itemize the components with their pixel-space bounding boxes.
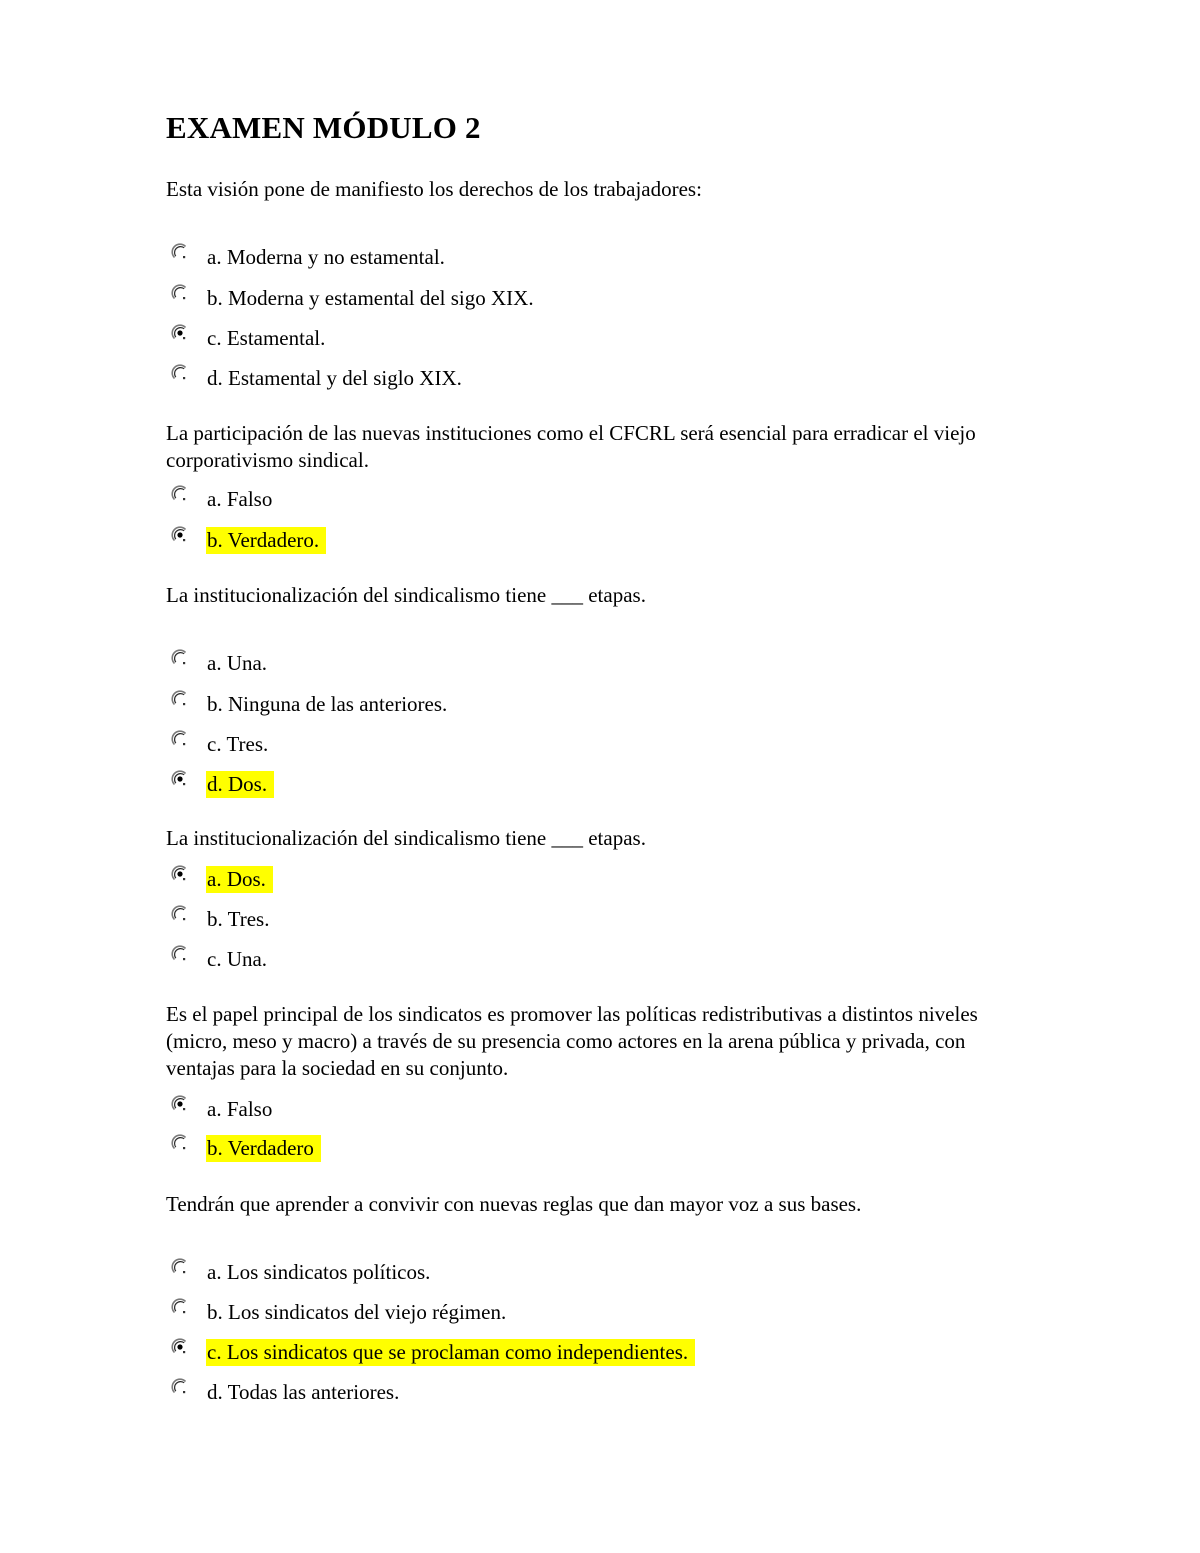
radio-selected-dot (177, 532, 182, 537)
option-label: a. Falso (207, 487, 273, 511)
radio-outer-shadow (172, 906, 185, 919)
radio-corner-mark (183, 1391, 185, 1393)
radio-button-icon[interactable] (170, 944, 190, 964)
option-label: b. Los sindicatos del viejo régimen. (207, 1300, 507, 1324)
exam-title: EXAMEN MÓDULO 2 (166, 110, 481, 145)
radio-outer-shadow (172, 1259, 185, 1272)
radio-button-icon[interactable] (170, 1133, 190, 1153)
radio-outer-shadow (172, 365, 185, 378)
radio-selected-dot (177, 776, 182, 781)
question-6-option-a[interactable] (166, 1259, 966, 1299)
radio-outer-shadow (172, 1135, 185, 1148)
question-4-option-a[interactable] (166, 866, 966, 906)
radio-selected-dot (177, 871, 182, 876)
question-3-text: La institucionalización del sindicalismo tiene ___ etapas. (166, 583, 646, 607)
question-6-option-b[interactable] (166, 1299, 966, 1339)
radio-outer-shadow (172, 1299, 185, 1312)
radio-inner-shadow (175, 694, 185, 704)
question-3-option-a[interactable] (166, 650, 966, 690)
option-label: c. Una. (207, 947, 268, 971)
option-label: d. Todas las anteriores. (207, 1380, 400, 1404)
radio-corner-mark (183, 958, 185, 960)
radio-inner-shadow (175, 653, 185, 663)
question-4-option-c[interactable] (166, 946, 966, 986)
radio-selected-dot (177, 330, 182, 335)
radio-button-icon[interactable] (170, 323, 190, 343)
radio-corner-mark (183, 1311, 185, 1313)
option-label: b. Ninguna de las anteriores. (207, 692, 448, 716)
question-5-option-a[interactable] (166, 1096, 966, 1136)
radio-button-icon[interactable] (170, 1297, 190, 1317)
question-4-option-b[interactable] (166, 906, 966, 946)
question-6-option-d[interactable] (166, 1379, 966, 1419)
question-5-option-b[interactable] (166, 1135, 966, 1175)
radio-button-icon[interactable] (170, 484, 190, 504)
radio-inner-shadow (175, 489, 185, 499)
option-label: c. Los sindicatos que se proclaman como independientes. (206, 1339, 695, 1366)
radio-inner-shadow (175, 1302, 185, 1312)
option-label: a. Falso (207, 1097, 273, 1121)
option-label: d. Estamental y del siglo XIX. (207, 366, 462, 390)
question-1-option-b[interactable] (166, 285, 966, 325)
option-label: d. Dos. (206, 771, 274, 798)
radio-inner-shadow (175, 368, 185, 378)
radio-corner-mark (183, 337, 185, 339)
radio-selected-dot (177, 1344, 182, 1349)
radio-outer-shadow (172, 486, 185, 499)
radio-outer-shadow (172, 650, 185, 663)
radio-outer-shadow (172, 691, 185, 704)
radio-corner-mark (183, 1147, 185, 1149)
radio-inner-shadow (175, 1138, 185, 1148)
radio-inner-shadow (175, 949, 185, 959)
radio-outer-shadow (172, 731, 185, 744)
radio-outer-shadow (172, 285, 185, 298)
radio-corner-mark (183, 377, 185, 379)
question-1-option-a[interactable] (166, 244, 966, 284)
radio-button-icon[interactable] (170, 242, 190, 262)
radio-inner-shadow (175, 1262, 185, 1272)
radio-button-icon[interactable] (170, 904, 190, 924)
radio-button-icon[interactable] (170, 363, 190, 383)
option-label: c. Tres. (207, 732, 269, 756)
radio-corner-mark (183, 1108, 185, 1110)
question-3-option-d[interactable] (166, 771, 966, 811)
question-6-option-c[interactable] (166, 1339, 966, 1379)
question-1-option-c[interactable] (166, 325, 966, 365)
radio-button-icon[interactable] (170, 648, 190, 668)
radio-button-icon[interactable] (170, 864, 190, 884)
radio-corner-mark (183, 783, 185, 785)
radio-outer-shadow (172, 244, 185, 257)
radio-corner-mark (183, 297, 185, 299)
radio-selected-dot (177, 1101, 182, 1106)
radio-inner-shadow (175, 909, 185, 919)
option-label: a. Dos. (206, 866, 273, 893)
radio-button-icon[interactable] (170, 729, 190, 749)
radio-corner-mark (183, 703, 185, 705)
option-label: b. Verdadero (206, 1135, 321, 1162)
option-label: b. Moderna y estamental del sigo XIX. (207, 286, 534, 310)
radio-outer-shadow (172, 946, 185, 959)
radio-corner-mark (183, 1351, 185, 1353)
question-3-option-b[interactable] (166, 691, 966, 731)
option-label: b. Tres. (207, 907, 270, 931)
radio-button-icon[interactable] (170, 1094, 190, 1114)
radio-corner-mark (183, 743, 185, 745)
radio-inner-shadow (175, 288, 185, 298)
question-1-text: Esta visión pone de manifiesto los derechos de los trabajadores: (166, 177, 702, 201)
question-3-option-c[interactable] (166, 731, 966, 771)
radio-inner-shadow (175, 734, 185, 744)
option-label: c. Estamental. (207, 326, 326, 350)
radio-corner-mark (183, 539, 185, 541)
radio-button-icon[interactable] (170, 1377, 190, 1397)
radio-corner-mark (183, 498, 185, 500)
radio-button-icon[interactable] (170, 1337, 190, 1357)
option-label: a. Una. (207, 651, 268, 675)
question-2-text: La participación de las nuevas instituciones como el CFCRL será esencial para erradicar el viejo corporativismo sindical. (166, 421, 976, 472)
radio-button-icon[interactable] (170, 689, 190, 709)
question-6-text: Tendrán que aprender a convivir con nuevas reglas que dan mayor voz a sus bases. (166, 1192, 862, 1216)
radio-corner-mark (183, 878, 185, 880)
radio-corner-mark (183, 662, 185, 664)
question-5-text: Es el papel principal de los sindicatos es promover las políticas redistributivas a distintos niveles (micro, meso y macro) a través de su presencia como actores en la arena pública y privada, con ventajas para la sociedad en su conjunto. (166, 1002, 978, 1080)
radio-inner-shadow (175, 247, 185, 257)
question-2-option-a[interactable] (166, 486, 966, 526)
radio-outer-shadow (172, 1379, 185, 1392)
radio-corner-mark (183, 918, 185, 920)
option-label: b. Verdadero. (206, 527, 326, 554)
question-2-option-b[interactable] (166, 527, 966, 567)
question-4-text: La institucionalización del sindicalismo tiene ___ etapas. (166, 826, 646, 850)
radio-button-icon[interactable] (170, 1257, 190, 1277)
radio-button-icon[interactable] (170, 769, 190, 789)
radio-button-icon[interactable] (170, 525, 190, 545)
radio-corner-mark (183, 256, 185, 258)
radio-button-icon[interactable] (170, 283, 190, 303)
question-1-option-d[interactable] (166, 365, 966, 405)
option-label: a. Los sindicatos políticos. (207, 1260, 431, 1284)
radio-corner-mark (183, 1271, 185, 1273)
radio-inner-shadow (175, 1382, 185, 1392)
option-label: a. Moderna y no estamental. (207, 245, 445, 269)
